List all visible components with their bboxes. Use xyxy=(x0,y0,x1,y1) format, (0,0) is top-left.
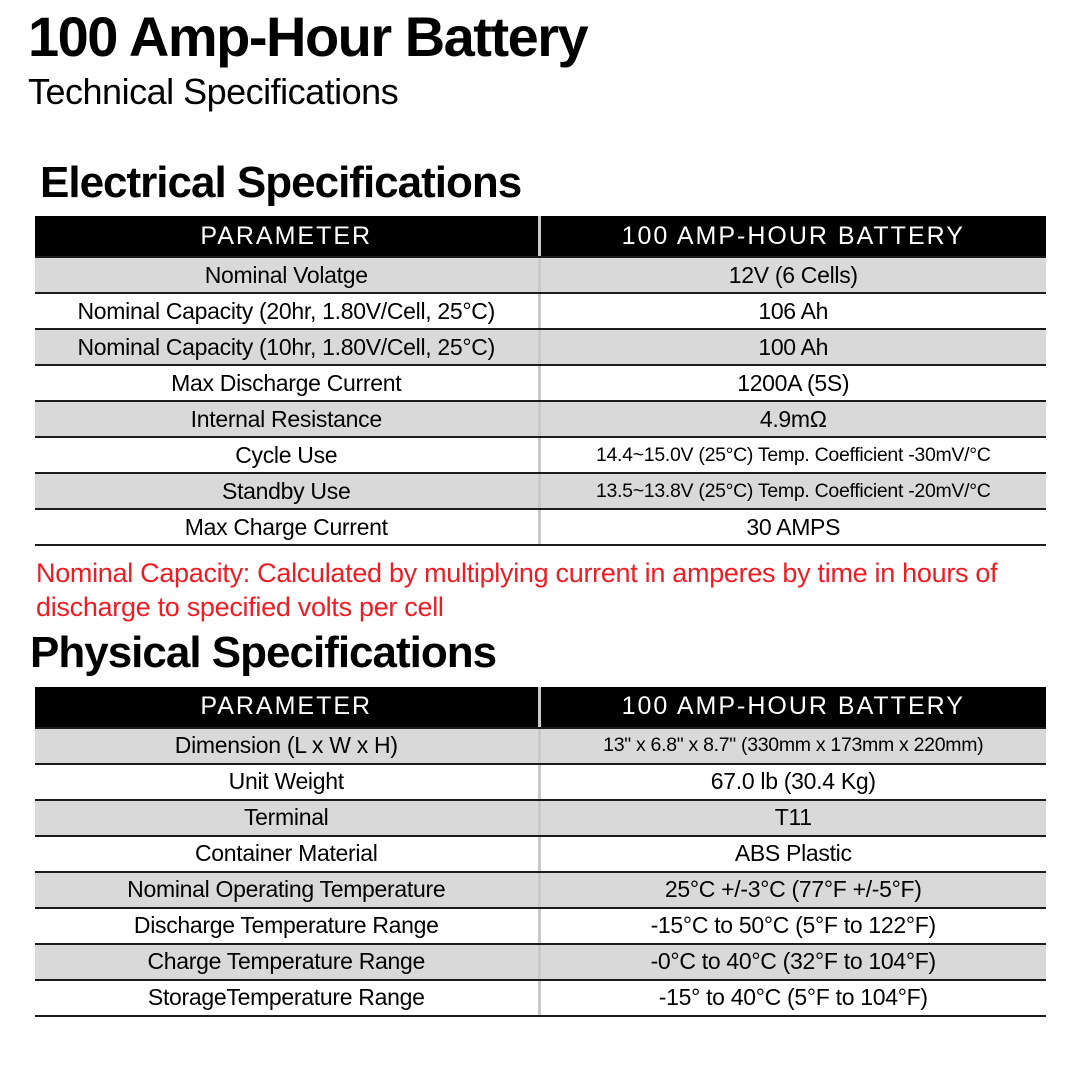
value-cell: -15°C to 50°C (5°F to 122°F) xyxy=(650,912,936,939)
parameter-cell: Nominal Volatge xyxy=(35,258,541,292)
electrical-table-header xyxy=(35,216,1046,256)
page-subtitle: Technical Specifications xyxy=(28,70,399,112)
parameter-cell: Discharge Temperature Range xyxy=(35,909,541,943)
table-row xyxy=(35,943,1046,979)
table-row xyxy=(35,508,1046,544)
value-cell: 14.4~15.0V (25°C) Temp. Coefficient -30mV/°C xyxy=(595,443,991,466)
parameter-cell: Nominal Capacity (10hr, 1.80V/Cell, 25°C) xyxy=(35,330,541,364)
parameter-cell: Nominal Capacity (20hr, 1.80V/Cell, 25°C) xyxy=(35,294,541,328)
column-header-product: 100 AMP-HOUR BATTERY xyxy=(621,221,965,250)
table-row xyxy=(35,328,1046,364)
value-cell: 13" x 6.8" x 8.7" (330mm x 173mm x 220mm) xyxy=(603,734,984,757)
table-row xyxy=(35,472,1046,508)
parameter-cell: Cycle Use xyxy=(35,438,541,472)
parameter-cell: Nominal Operating Temperature xyxy=(35,873,541,907)
parameter-cell: Unit Weight xyxy=(35,765,541,799)
value-cell: 13.5~13.8V (25°C) Temp. Coefficient -20mV/°C xyxy=(595,479,991,502)
table-row xyxy=(35,907,1046,943)
page-title: 100 Amp-Hour Battery xyxy=(28,5,588,68)
value-cell: 25°C +/-3°C (77°F +/-5°F) xyxy=(664,876,922,903)
value-cell: ABS Plastic xyxy=(734,840,852,867)
value-cell: 100 Ah xyxy=(758,333,829,360)
nominal-capacity-note: Nominal Capacity: Calculated by multiplying current in amperes by time in hours of discharge to specified volts per cell xyxy=(36,558,998,623)
column-header-parameter: PARAMETER xyxy=(35,216,541,256)
value-cell: T11 xyxy=(774,804,812,831)
table-row xyxy=(35,400,1046,436)
table-row xyxy=(35,763,1046,799)
column-header-parameter: PARAMETER xyxy=(35,687,541,727)
parameter-cell: Max Charge Current xyxy=(35,510,541,544)
value-cell: 4.9mΩ xyxy=(759,405,827,432)
column-header-product: 100 AMP-HOUR BATTERY xyxy=(621,692,965,721)
value-cell: 30 AMPS xyxy=(746,513,841,540)
value-cell: 67.0 lb (30.4 Kg) xyxy=(710,768,876,795)
parameter-cell: Charge Temperature Range xyxy=(35,945,541,979)
parameter-cell: Max Discharge Current xyxy=(35,366,541,400)
page-header xyxy=(0,5,1080,112)
parameter-cell: Internal Resistance xyxy=(35,402,541,436)
parameter-cell: StorageTemperature Range xyxy=(35,981,541,1015)
electrical-section-heading: Electrical Specifications xyxy=(40,158,522,208)
physical-spec-table xyxy=(35,687,1046,1017)
table-row xyxy=(35,835,1046,871)
table-row xyxy=(35,436,1046,472)
table-row xyxy=(35,871,1046,907)
table-row xyxy=(35,292,1046,328)
parameter-cell: Standby Use xyxy=(35,474,541,508)
value-cell: -15° to 40°C (5°F to 104°F) xyxy=(658,984,928,1011)
value-cell: 1200A (5S) xyxy=(737,369,850,396)
value-cell: 12V (6 Cells) xyxy=(728,261,858,288)
parameter-cell: Dimension (L x W x H) xyxy=(35,729,541,763)
value-cell: -0°C to 40°C (32°F to 104°F) xyxy=(650,948,936,975)
table-row xyxy=(35,979,1046,1015)
electrical-spec-table xyxy=(35,216,1046,546)
parameter-cell: Container Material xyxy=(35,837,541,871)
table-row xyxy=(35,256,1046,292)
table-row xyxy=(35,364,1046,400)
table-row xyxy=(35,799,1046,835)
value-cell: 106 Ah xyxy=(758,297,829,324)
parameter-cell: Terminal xyxy=(35,801,541,835)
physical-section-heading: Physical Specifications xyxy=(30,628,497,678)
table-row xyxy=(35,727,1046,763)
physical-table-header xyxy=(35,687,1046,727)
